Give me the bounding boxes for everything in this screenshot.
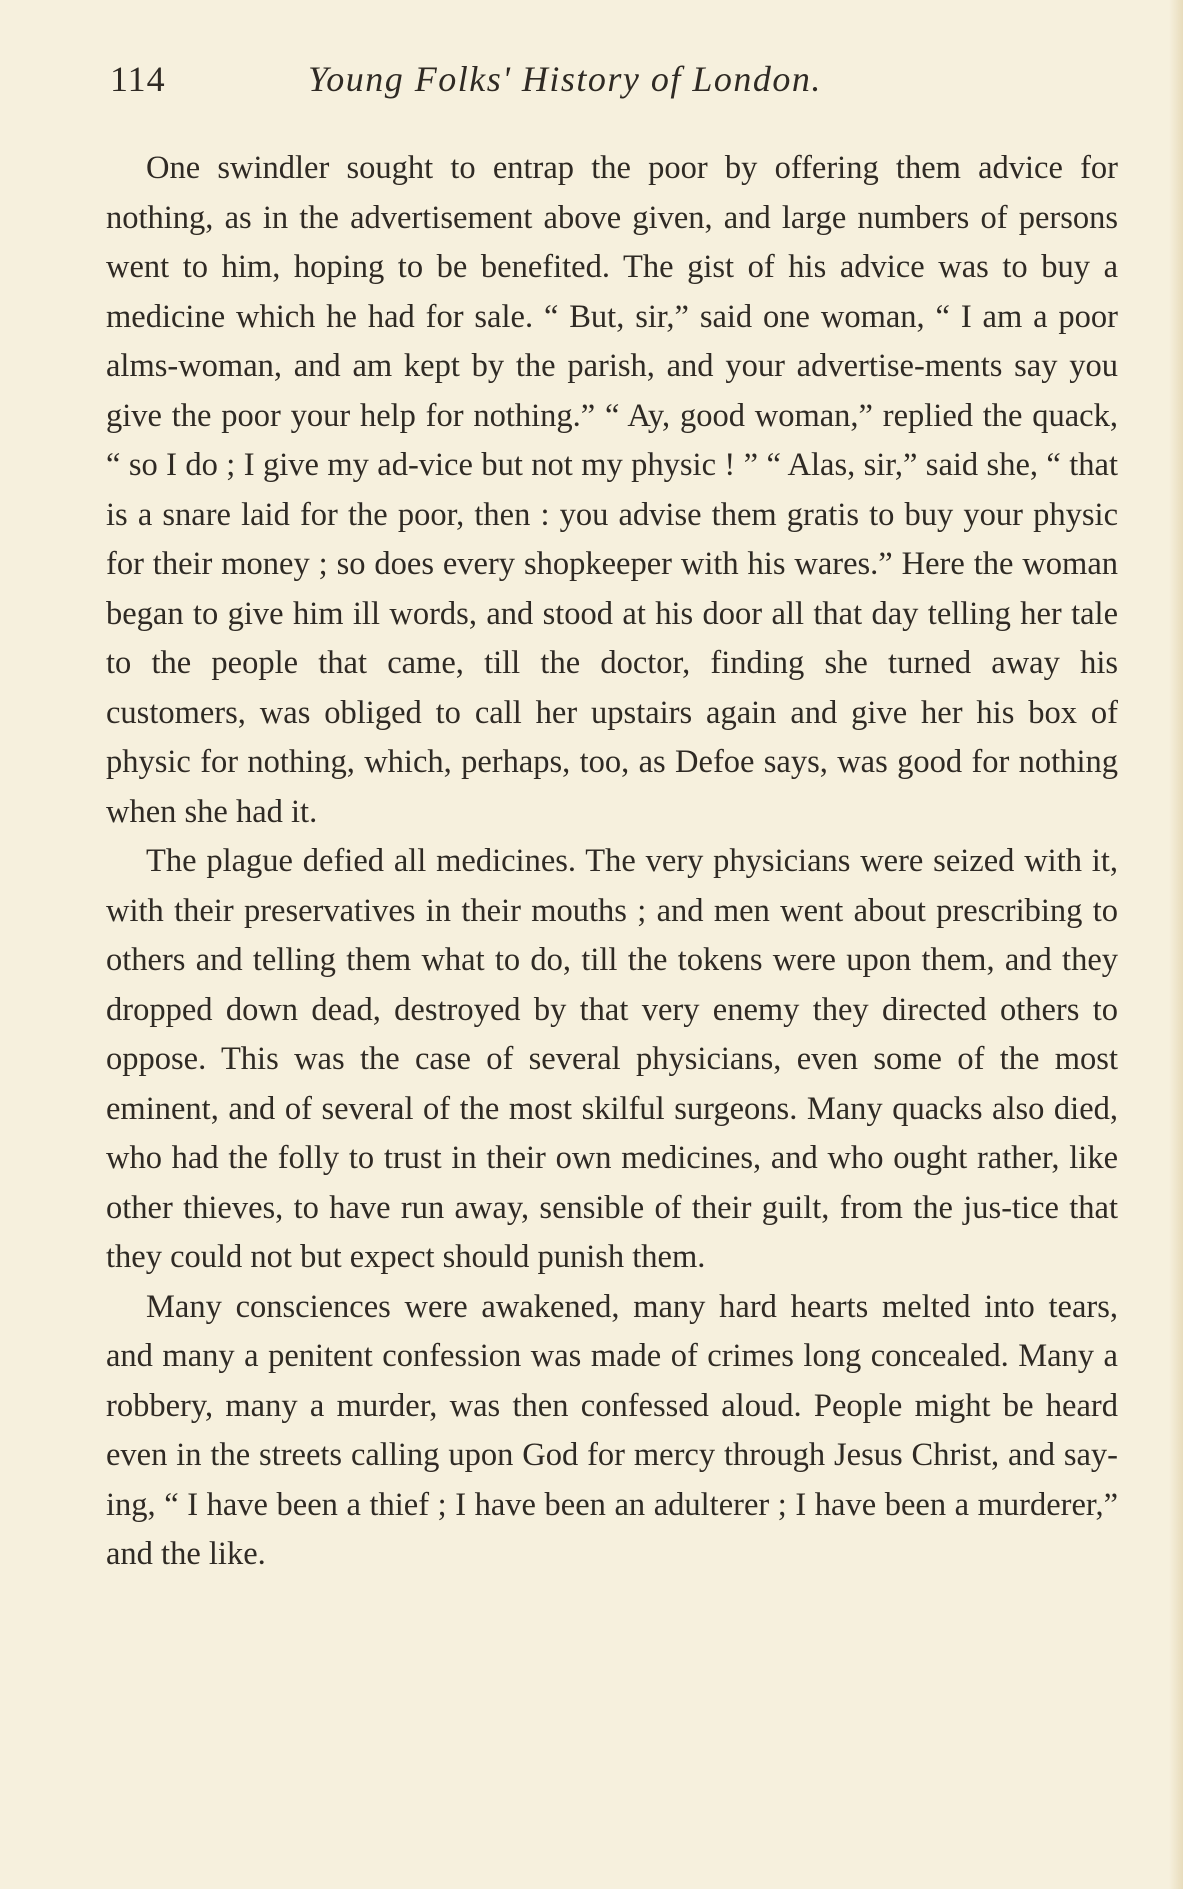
page-number: 114 <box>110 59 166 99</box>
text-body <box>106 144 1118 1580</box>
paragraph-swindler: One swindler sought to entrap the poor by offering them advice for nothing, as in the advertisement above given, and large numbers of persons went to him, hoping to be benefited. The gist of his advice was to buy a medicine which he had for sale. “ But, sir,” said one woman, “ I am a poor alms-woman, and am kept by the parish, and your advertise-ments say you give the poor your help for nothing.” “ Ay, good woman,” replied the quack, “ so I do ; I give my ad-vice but not my physic ! ” “ Alas, sir,” said she, “ that is a snare laid for the poor, then : you advise them gratis to buy your physic for their money ; so does every shopkeeper with his wares.” Here the woman began to give him ill words, and stood at his door all that day telling her tale to the people that came, till the doctor, finding she turned away his customers, was obliged to call her upstairs again and give her his box of physic for nothing, which, perhaps, too, as Defoe says, was good for nothing when she had it. <box>106 150 1118 830</box>
running-title: Young Folks' History of London. <box>308 59 822 99</box>
page-edge <box>1169 0 1183 1889</box>
running-head <box>110 52 1070 112</box>
paragraph-plague: The plague defied all medicines. The very physicians were seized with it, with their preservatives in their mouths ; and men went about prescribing to others and telling them what to do, till the tokens were upon them, and they dropped down dead, destroyed by that very enemy they directed others to oppose. This was the case of several physicians, even some of the most eminent, and of several of the most skilful surgeons. Many quacks also died, who had the folly to trust in their own medicines, and who ought rather, like other thieves, to have run away, sensible of their guilt, from the jus-tice that they could not but expect should punish them. <box>106 843 1118 1275</box>
paragraph-consciences: Many consciences were awakened, many hard hearts melted into tears, and many a penitent confession was made of crimes long concealed. Many a robbery, many a murder, was then confessed aloud. People might be heard even in the streets calling upon God for mercy through Jesus Christ, and say-ing, “ I have been a thief ; I have been an adulterer ; I have been a murderer,” and the like. <box>106 1288 1118 1572</box>
